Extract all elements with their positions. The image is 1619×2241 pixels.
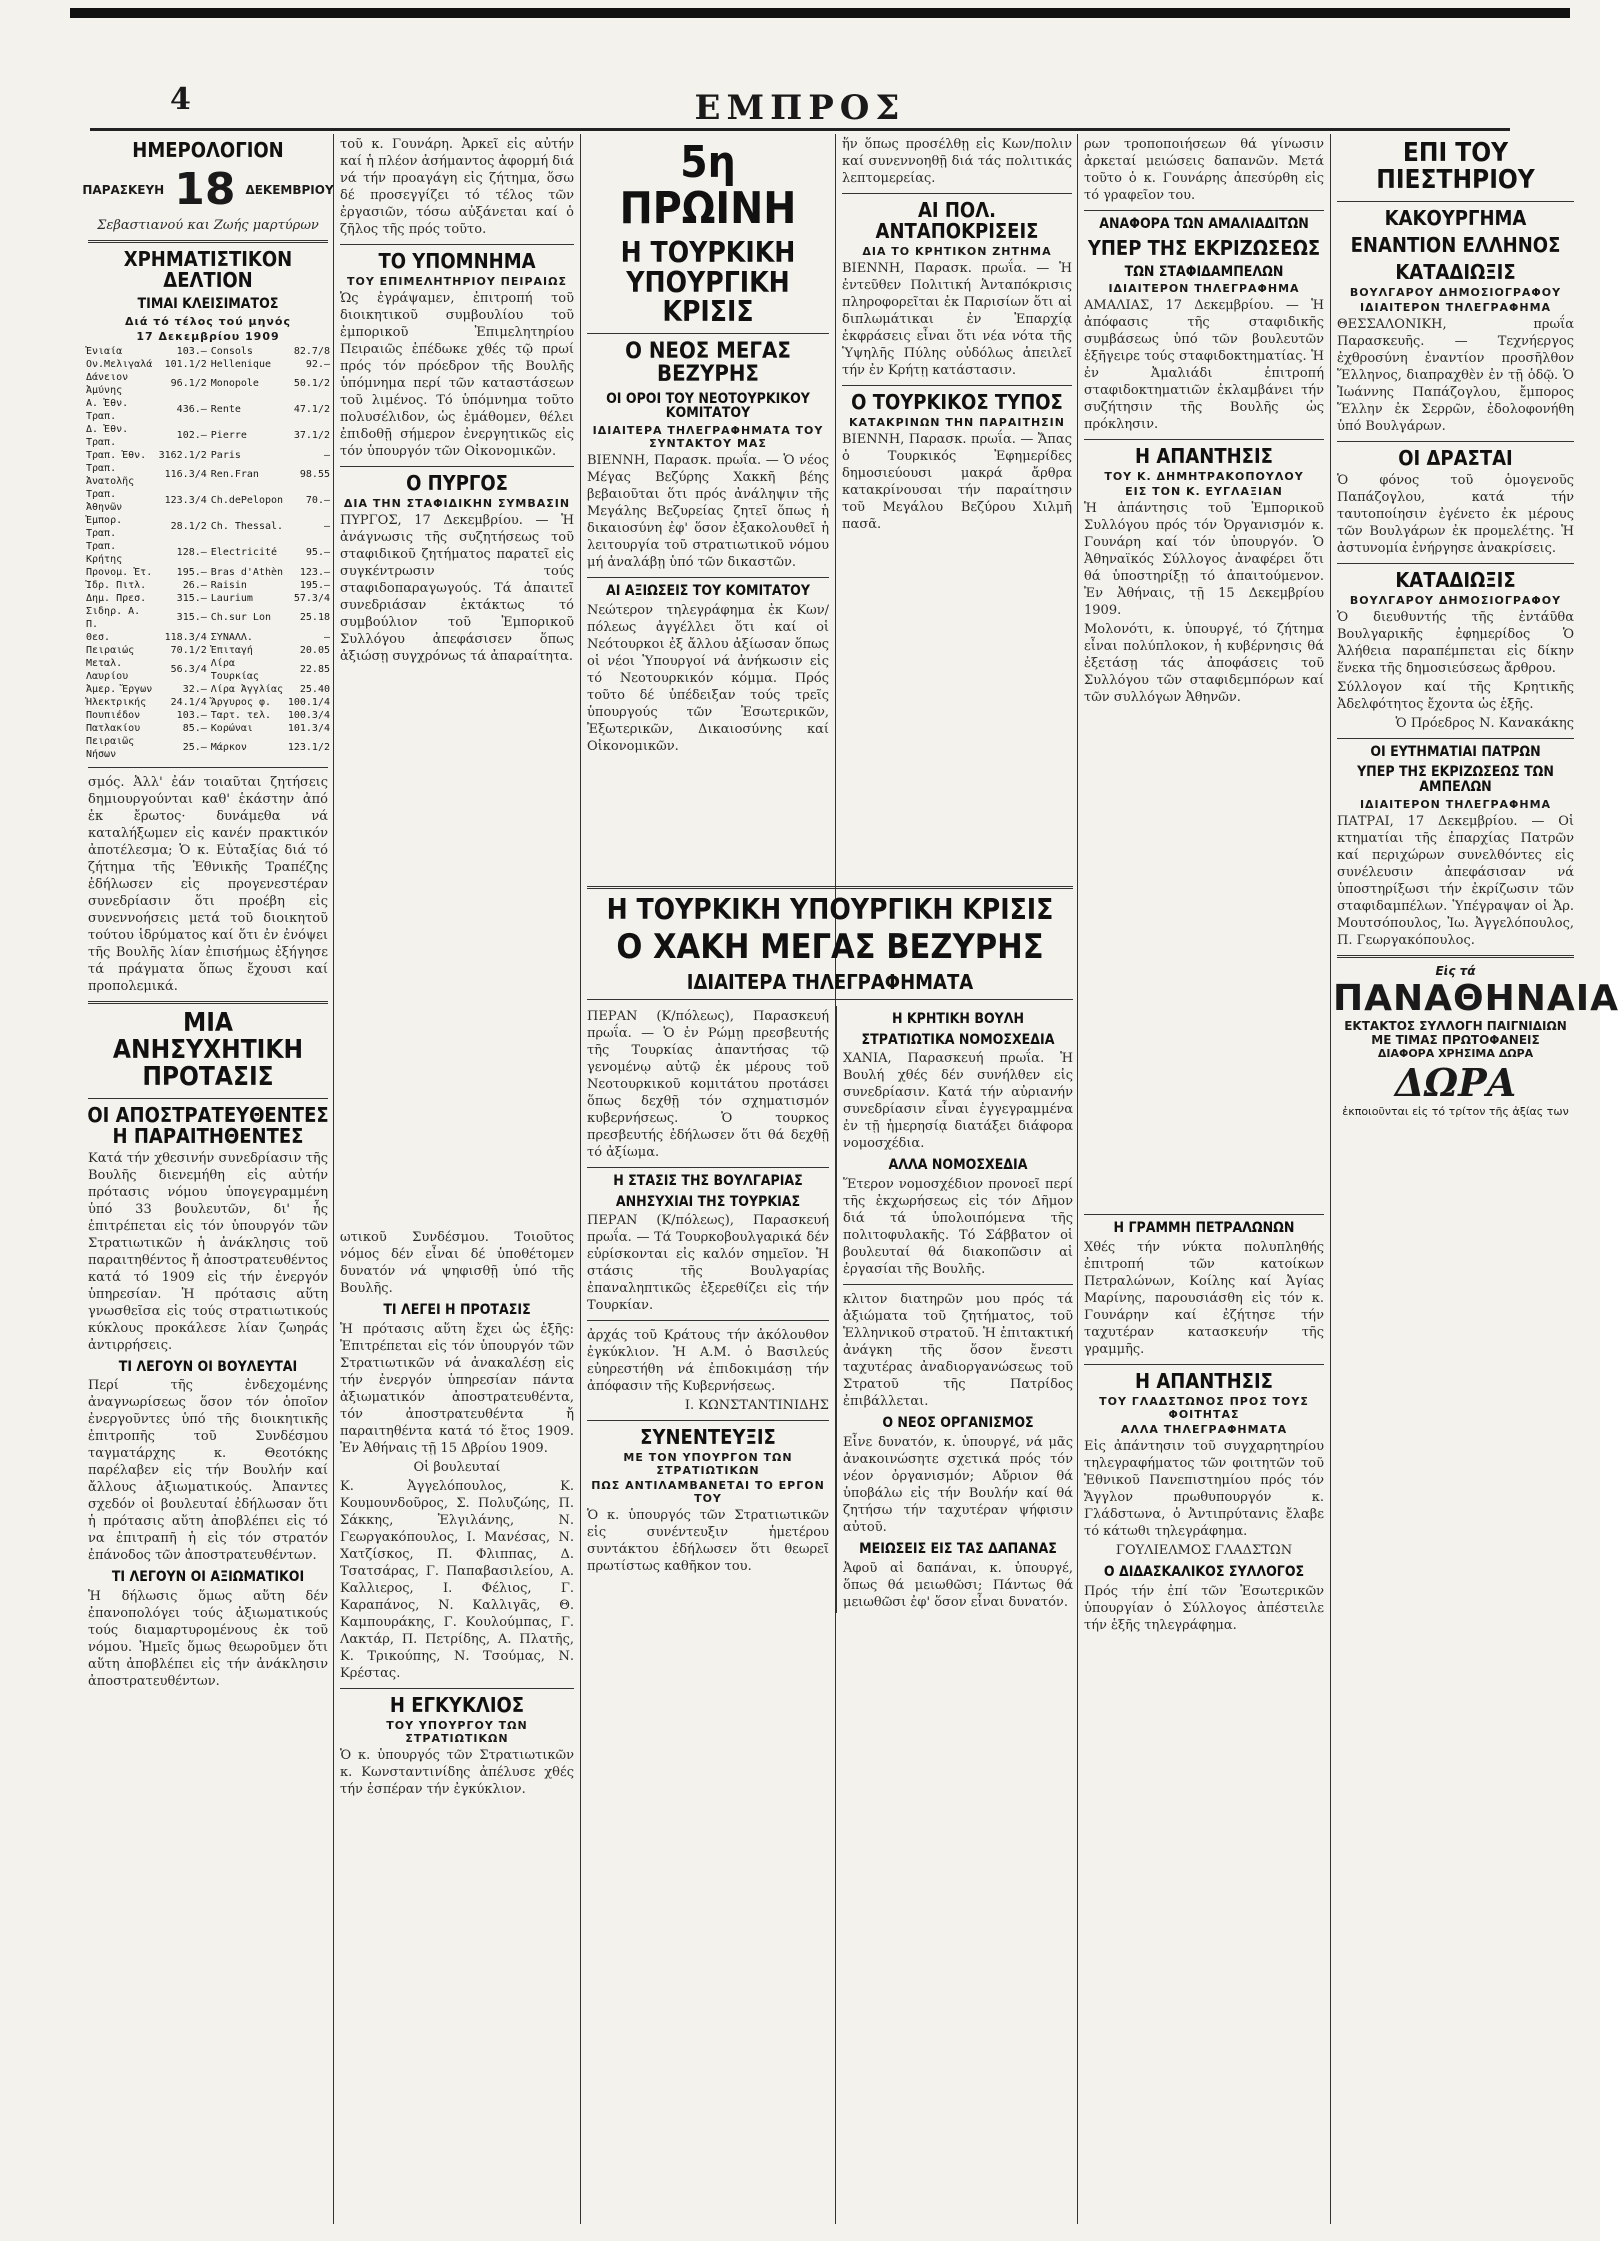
signatories-title: Οἱ βουλευταί bbox=[413, 1459, 501, 1475]
market-label: Ren.Fran bbox=[210, 469, 259, 481]
market-label: Τραπ. Ἀθηνῶν bbox=[86, 488, 123, 513]
article-subheadline-2: ΠΩΣ ΑΝΤΙΛΑΜΒΑΝΕΤΑΙ ΤΟ ΕΡΓΟΝ ΤΟΥ bbox=[591, 1479, 825, 1506]
market-label: Ἐνιαία bbox=[86, 345, 123, 357]
article-subheadline: ΥΠΕΡ ΤΗΣ ΕΚΡΙΖΩΣΕΩΣ ΤΩΝ ΑΜΠΕΛΩΝ bbox=[1357, 764, 1554, 795]
market-value: 57.3/4 bbox=[293, 592, 330, 604]
column-6 bbox=[1333, 134, 1619, 2224]
market-value: — bbox=[323, 449, 330, 461]
article-subheadline-2: ΤΩΝ ΣΤΑΦΙΔΑΜΠΕΛΩΝ bbox=[1124, 263, 1284, 280]
article-subheadline: ΜΕ ΤΟΝ ΥΠΟΥΡΓΟΝ ΤΩΝ ΣΤΡΑΤΙΩΤΙΚΩΝ bbox=[623, 1451, 793, 1478]
article-text: ΘΕΣΣΑΛΟΝΙΚΗ, πρωΐα Παρασκευῆς. — Τεχνήεργος ἐχθροσύνη ἐναντίον προσῆλθον Ἕλληνος, διαπραχθὲν ἐν τῇ ὁδῷ. Ὁ Ἰωάννης Παπάζογλου, ἔμπορος Ἕλλην ἐκ Σερρῶν, ἐδολοφονήθη ὑπό Βουλγάρων. bbox=[1337, 316, 1574, 434]
section-heading: ΤΙ ΛΕΓΟΥΝ ΟΙ ΒΟΥΛΕΥΤΑΙ bbox=[118, 1358, 298, 1375]
market-value: 103.— bbox=[176, 345, 207, 357]
market-value: 22.85 bbox=[299, 664, 330, 676]
market-label: Πουπιέδον bbox=[86, 709, 141, 721]
article-text: Κατά τήν χθεσινήν συνεδρίασιν τῆς Βουλῆς διενεμήθη εἰς αὐτήν πρότασις νόμου ὑπογεγραμμένη ὑπό 33 βουλευτῶν, δι' ἧς ἐπιτρέπεται εἰς τόν ὑπουργόν τῶν Στρατιωτικῶν ἡ ἀνάκλησις τοῦ παραιτηθέντος ἤ ἀποστρατευθέντος κατά τό 1909 εἰς τήν ἐνεργόν ὑπηρεσίαν. Ἡ πρότασις αὕτη γνωσθεῖσα εἰς τούς στρατιωτικούς κύκλους προκάλεσε λίαν ζωηράς ἀντιρρήσεις. bbox=[88, 1150, 328, 1353]
market-value: 118.3/4 bbox=[164, 631, 207, 643]
main-headline-2-sub2: ΙΔΙΑΙΤΕΡΑ ΤΗΛΕΓΡΑΦΗΜΑΤΑ bbox=[686, 970, 974, 995]
calendar-box bbox=[84, 140, 332, 234]
column-rule bbox=[333, 134, 334, 2224]
market-label: Ον.Μελιγαλά bbox=[86, 358, 153, 370]
article-text: ΠΥΡΓΟΣ, 17 Δεκεμβρίου. — Ἡ ἀνάγνωσις τῆς συζητήσεως τοῦ σταφιδικοῦ ζητήματος παρατεῖ εἰς συγκέντρωσιν τούς σταφιδοπαραγωγούς. Τά ἀπαιτεῖ συνεδριάσαν ἐκτάκτως τό συμβούλιον τοῦ Ἐμπορικοῦ Συλλόγου ἀπεφάσισεν ὅπως ἀξιώσῃ συγχρόνως τά ἀπαραίτητα. bbox=[340, 513, 574, 664]
section-heading: Η ΣΤΑΣΙΣ ΤΗΣ ΒΟΥΛΓΑΡΙΑΣ bbox=[613, 1173, 803, 1190]
article-text: ΒΙΕΝΝΗ, Παρασκ. πρωΐα. — Ἄπας ὁ Τουρκικός Ἐφημερίδες δημοσιεύουσι μακρά ἄρθρα κατακρίνουσαι τήν παραίτησιν τοῦ Μεγάλου Βεζύρου Χιλμῆ πασᾶ. bbox=[842, 432, 1072, 532]
market-label: Τραπ. Ἀνατολῆς bbox=[86, 462, 135, 487]
market-row bbox=[84, 735, 332, 761]
top-rule bbox=[70, 8, 1570, 18]
article-headline: Η ΕΓΚΥΚΛΙΟΣ bbox=[389, 1692, 525, 1717]
signer: Ι. ΚΩΝΣΤΑΝΤΙΝΙΔΗΣ bbox=[684, 1398, 829, 1414]
article-text: Σύλλογον καί τῆς Κρητικῆς Ἀδελφότητος ἔχοντα ὡς ἑξῆς. bbox=[1337, 679, 1574, 712]
market-value: 116.3/4 bbox=[164, 469, 207, 481]
article-subheadline-3: ΚΑΤΑΔΙΩΞΙΣ bbox=[1395, 259, 1516, 284]
article-subheadline: ΤΟΥ ΕΠΙΜΕΛΗΤΗΡΙΟΥ ΠΕΙΡΑΙΩΣ bbox=[347, 275, 567, 288]
article-subheadline: ΔΙΑ ΤΗΝ ΣΤΑΦΙΔΙΚΗΝ ΣΥΜΒΑΣΙΝ bbox=[343, 497, 571, 510]
ad-subtitle-3: ΔΙΑΦΟΡΑ ΧΡΗΣΙΜΑ ΔΩΡΑ bbox=[1377, 1046, 1534, 1060]
article-text: Εἰς ἀπάντησιν τοῦ συγχαρητηρίου τηλεγραφήματος τῶν φοιτητῶν τοῦ Ἐθνικοῦ Πανεπιστημίου πρός τόν Ἄγγλον πρωθυπουργόν κ. Γλάδστωνα, ὁ Ἀντιπρύτανις ἔλαβε τό κάτωθι τηλεγράφημα. bbox=[1084, 1439, 1324, 1540]
masthead: ΕΜΠΡΟΣ bbox=[694, 88, 906, 128]
article-text: κλιτον διατηρῶν μου πρός τά ἀξιώματα τοῦ ζητήματος, τοῦ Ἑλληνικοῦ στρατοῦ. Ἡ ἐπιτακτική ἀνάγκη τῆς ὅσον ἔνεστι ταχυτέρας ἀναδιοργανώσεως τοῦ Στρατοῦ τῆς Πατρίδος ἐπιβάλλεται. bbox=[843, 1292, 1073, 1410]
market-label: Πειραιῶς Νήσων bbox=[86, 735, 135, 760]
market-label: Ch. Thessal. bbox=[210, 521, 284, 533]
market-value: 24.1/4 bbox=[170, 696, 207, 708]
day-name: ΠΑΡΑΣΚΕΥΗ bbox=[82, 182, 165, 197]
market-row bbox=[84, 631, 332, 644]
column-1 bbox=[84, 134, 332, 2224]
market-label: Δ. Ἐθν. Τραπ. bbox=[86, 423, 129, 448]
article-headline: Η ΓΡΑΜΜΗ ΠΕΤΡΑΛΩΝΩΝ bbox=[1113, 1220, 1295, 1237]
market-label: Ἰδρ. Πιτλ. bbox=[86, 579, 147, 591]
article-text: Πρός τήν ἐπί τῶν Ἐσωτερικῶν ὑπουργίαν ὁ Σύλλογος ἀπέστειλε τήν ἑξῆς τηλεγράφημα. bbox=[1084, 1583, 1324, 1633]
market-label: Ἠλεκτρικής bbox=[86, 696, 147, 708]
market-subtitle: ΤΙΜΑΙ ΚΛΕΙΣΙΜΑΤΟΣ bbox=[137, 296, 279, 312]
market-row bbox=[84, 683, 332, 696]
article-text: ρων τροποποιήσεων θά γίνωσιν ἀρκεταί μειώσεις δαπανῶν. Μετά τοῦτο ὁ κ. Γουνάρης ἀπεσύρθη εἰς τό γραφεῖον του. bbox=[1084, 137, 1324, 203]
market-label: Ch.dePelopon bbox=[210, 495, 284, 507]
article-subheadline-2: ΑΛΛΑ ΤΗΛΕΓΡΑΦΗΜΑΤΑ bbox=[1120, 1423, 1288, 1437]
market-label: Λίρα Ἀγγλίας bbox=[210, 683, 284, 695]
market-label: Λίρα Τουρκίας bbox=[210, 657, 259, 682]
market-row bbox=[84, 488, 332, 514]
market-value: 101.3/4 bbox=[287, 722, 330, 734]
market-value: 195.— bbox=[299, 579, 330, 591]
section-heading: ΑΛΛΑ ΝΟΜΟΣΧΕΔΙΑ bbox=[888, 1157, 1028, 1174]
signatories-list: Κ. Ἀγγελόπουλος, Κ. Κουμουνδοῦρος, Σ. Πολυζώης, Π. Σάκκης, Ἐλγιλάνης, Ν. Γεωργακόπουλος, Ι. Μανέσας, Ν. Χατζίσκος, Π. Φλιππας, Δ. Τσατσάρας, Γ. Παπαβασιλείου, Α. Καλλιερος, Ι. Φέλιος, Γ. Καραπάνος, Ν. Καλλιγᾶς, Θ. Καμπουράκης, Γ. Κουλούμπας, Γ. Λακτάρ, Π. Πετρίδης, Α. Πλατῆς, Κ. Τρικούπης, Ν. Τσούμας, Ν. Κρέστας. bbox=[340, 1478, 574, 1681]
market-label: Κορώναι bbox=[210, 722, 253, 734]
article-headline: ΑΙ ΠΟΛ. ΑΝΤΑΠΟΚΡΙΣΕΙΣ bbox=[875, 198, 1039, 243]
market-label: Rente bbox=[210, 404, 241, 416]
market-label: Ἐπιταγή bbox=[210, 644, 253, 656]
article-text: ΒΙΕΝΝΗ, Παρασκ. πρωΐα. — Ὁ νέος Μέγας Βεζύρης Χακκῆ βέης βεβαιοῦται ὅτι πρός ἀνάληψιν τῆς Μεγάλης Βεζυρείας ζητεῖ ὅπως ἡ δικαιοσύνη ἐφ' ὅσον ἐξακολουθεῖ ἡ λειτουργία τοῦ στρατιωτικοῦ νόμου μή ἀναλάβῃ ὑπό τῶν δικαστῶν. bbox=[587, 453, 829, 571]
market-row bbox=[84, 423, 332, 449]
market-label: Πατλακίου bbox=[86, 722, 141, 734]
market-row bbox=[84, 566, 332, 579]
article-text: Ἀφοῦ αἱ δαπάναι, κ. ὑπουργέ, ὅπως θά μειωθῶσι; Πάντως θά μειωθῶσι ἐφ' ὅσον εἶναι δυνατόν. bbox=[843, 1560, 1073, 1610]
article-text: Ὁ κ. ὑπουργός τῶν Στρατιωτικῶν κ. Κωνσταντινίδης ἀπέλυσε χθές τήν ἑσπέραν τήν ἐγκύκλιον. bbox=[340, 1747, 574, 1797]
market-label: Σιδηρ. Α. Π. bbox=[86, 605, 141, 630]
article-subheadline-2: ΕΙΣ ΤΟΝ Κ. ΕΥΓΛΑΞΙΑΝ bbox=[1125, 485, 1283, 499]
market-date: 17 Δεκεμβρίου 1909 bbox=[136, 329, 280, 343]
market-value: 56.3/4 bbox=[170, 664, 207, 676]
main-subheadline: Ο ΝΕΟΣ ΜΕΓΑΣ ΒΕΖΥΡΗΣ bbox=[625, 338, 791, 387]
market-value: 37.1/2 bbox=[293, 430, 330, 442]
article-text: Ἕτερον νομοσχέδιον προνοεῖ περί τῆς ἐκχωρήσεως εἰς τόν Δῆμον διά τά ὑπολοιπόμενα τῆς πολιτοφυλακῆς. Τό Σάββατον οἱ βουλευταί θά διακοπῶσιν αἱ ἐργασίαι τῆς Βουλῆς. bbox=[843, 1177, 1073, 1278]
article-subheadline: ΔΙΑ ΤΟ ΚΡΗΤΙΚΟΝ ΖΗΤΗΜΑ bbox=[862, 245, 1052, 258]
market-label: Πειραιώς bbox=[86, 644, 135, 656]
market-value: 25.40 bbox=[299, 683, 330, 695]
advertisement bbox=[1333, 963, 1619, 1118]
market-value: 315.— bbox=[176, 592, 207, 604]
market-value: 32.— bbox=[182, 683, 207, 695]
article-subheadline-3: ΙΔΙΑΙΤΕΡΟΝ ΤΗΛΕΓΡΑΦΗΜΑ bbox=[1108, 282, 1300, 296]
saints-of-day: Σεβαστιανού και Ζωής μαρτύρων bbox=[97, 218, 319, 233]
article-headline: Η ΑΠΑΝΤΗΣΙΣ bbox=[1135, 444, 1273, 469]
market-row bbox=[84, 605, 332, 631]
article-subheadline: ΟΙ ΑΠΟΣΤΡΑΤΕΥΘΕΝΤΕΣ Η ΠΑΡΑΙΤΗΘΕΝΤΕΣ bbox=[87, 1102, 329, 1148]
column-rule bbox=[580, 134, 581, 2224]
main-subheadline-3: ΙΔΙΑΙΤΕΡΑ ΤΗΛΕΓΡΑΦΗΜΑΤΑ ΤΟΥ ΣΥΝΤΑΚΤΟΥ ΜΑΣ bbox=[592, 424, 824, 451]
article-text: ΧΑΝΙΑ, Παρασκευή πρωΐα. Ἡ Βουλή χθές δέν συνήλθεν εἰς συνεδρίασιν. Κατά τήν αὐριανήν συνεδρίασιν εἶναι ἐγγεγραμμένα ἐν τῇ ἡμερησίᾳ διατάξει διάφορα νομοσχέδια. bbox=[843, 1051, 1073, 1152]
market-value: 47.1/2 bbox=[293, 404, 330, 416]
section-heading: ΑΙ ΑΞΙΩΣΕΙΣ ΤΟΥ ΚΟΜΙΤΑΤΟΥ bbox=[605, 583, 811, 600]
market-label: Τραπ. Ἐθν. bbox=[86, 449, 147, 461]
market-label: ΣΥΝΑΛΛ. bbox=[210, 631, 253, 643]
main-subheadline-2: ΟΙ ΟΡΟΙ ΤΟΥ ΝΕΟΤΟΥΡΚΙΚΟΥ ΚΟΜΙΤΑΤΟΥ bbox=[606, 390, 810, 422]
market-row bbox=[84, 345, 332, 358]
article-text: Ὁ κ. ὑπουργός τῶν Στρατιωτικῶν εἰς συνέντευξιν ἡμετέρου συντάκτου ἐδήλωσεν ὅτι θεωρεῖ πρωτίστως καθῆκον του. bbox=[587, 1508, 829, 1575]
article-subheadline-2: ΙΔΙΑΙΤΕΡΟΝ ΤΗΛΕΓΡΑΦΗΜΑ bbox=[1359, 797, 1552, 811]
ad-footer: ἐκποιοῦνται εἰς τό τρίτον τῆς ἀξίας των bbox=[1342, 1104, 1569, 1118]
calendar-title: ΗΜΕΡΟΛΟΓΙΟΝ bbox=[132, 138, 284, 162]
section-heading: Ο ΔΙΔΑΣΚΑΛΙΚΟΣ ΣΥΛΛΟΓΟΣ bbox=[1103, 1564, 1305, 1581]
market-row bbox=[84, 722, 332, 735]
market-value: 82.7/8 bbox=[293, 345, 330, 357]
market-label: Α. Ἐθν. Τραπ. bbox=[86, 397, 129, 422]
market-value: 128.— bbox=[176, 547, 207, 559]
market-value: 436.— bbox=[176, 404, 207, 416]
market-row bbox=[84, 514, 332, 540]
market-value: 123.1/2 bbox=[287, 742, 330, 754]
market-label: Ch.sur Lon bbox=[210, 612, 271, 624]
article-subheadline: ΥΠΕΡ ΤΗΣ ΕΚΡΙΖΩΣΕΩΣ bbox=[1087, 235, 1321, 260]
section-subheading: ΣΤΡΑΤΙΩΤΙΚΑ ΝΟΜΟΣΧΕΔΙΑ bbox=[861, 1031, 1055, 1048]
section-heading: ΜΕΙΩΣΕΙΣ ΕΙΣ ΤΑΣ ΔΑΠΑΝΑΣ bbox=[859, 1540, 1057, 1557]
section-heading: Ο ΝΕΟΣ ΟΡΓΑΝΙΣΜΟΣ bbox=[882, 1415, 1034, 1432]
market-label: Ἐμπορ. Τραπ. bbox=[86, 514, 123, 539]
article-subheadline-2: ΕΝΑΝΤΙΟΝ ΕΛΛΗΝΟΣ bbox=[1350, 232, 1561, 257]
article-text: τοῦ κ. Γουνάρη. Ἀρκεῖ εἰς αὐτήν καί ἡ πλέον ἀσήμαντος ἀφορμή διά νά τήν προαγάγη εἰς ζήτημα, ὅσω δέ προσεγγίζει τό τέλος τῶν ἐργασιῶν, τόσω αὐξάνεται καί ὁ ζῆλος τῆς πρός τοῦτο. bbox=[340, 137, 574, 237]
article-headline: Η ΑΠΑΝΤΗΣΙΣ bbox=[1135, 1369, 1273, 1394]
ad-subtitle: ΕΚΤΑΚΤΟΣ ΣΥΛΛΟΓΗ ΠΑΙΓΝΙΔΙΩΝ bbox=[1344, 1018, 1567, 1033]
market-label: Hellenique bbox=[210, 358, 271, 370]
market-value: 26.— bbox=[182, 579, 207, 591]
article-text: Ὡς ἐγράψαμεν, ἐπιτροπή τοῦ διοικητικοῦ συμβουλίου τοῦ ἐμπορικοῦ Ἐπιμελητηρίου Πειραιῶς ἐπέδωκε χθές τῷ πρωί πρός τόν πρόεδρον τῆς Βουλῆς ὑπόμνημα περί τῶν καταστάσεων τοῦ λιμένος. Τό ὑπόμνημα τοῦτο πολυσέλιδον, ὡς ἐμάθομεν, θέλει ἐπιδοθῇ σήμερον ἐνεργητικῶς εἰς τόν ὑπουργόν τῶν Οἰκονομικῶν. bbox=[340, 291, 574, 459]
market-label: Ἀμερ. Ἔργων bbox=[86, 683, 153, 695]
market-row bbox=[84, 358, 332, 371]
market-label: Μεταλ. Λαυρίου bbox=[86, 657, 129, 682]
article-headline: Ο ΤΟΥΡΚΙΚΟΣ ΤΥΠΟΣ bbox=[851, 390, 1063, 414]
market-label: Monopole bbox=[210, 378, 259, 390]
market-label: Δημ. Πρεσ. bbox=[86, 592, 147, 604]
ad-lead: Εἰς τά bbox=[1435, 963, 1476, 978]
edition-banner: 5η ΠΡΩΙΝΗ bbox=[619, 137, 797, 235]
market-value: — bbox=[323, 631, 330, 643]
market-value: 103.— bbox=[176, 709, 207, 721]
market-label: Τραπ. Κρήτης bbox=[86, 540, 123, 565]
market-label: Μάρκον bbox=[210, 742, 247, 754]
header-rule bbox=[90, 128, 1510, 131]
ad-title: ΠΑΝΑΘΗΝΑΙΑ bbox=[1333, 977, 1619, 1019]
article-text: ΒΙΕΝΝΗ, Παρασκ. πρωΐα. — Ἡ ἐντεῦθεν Πολιτική Ἀνταπόκρισις πληροφορεῖται ἐκ Παρισίων ὅτι αἱ διπλωμάτικαι ἐν Ἐπαρχίᾳ ἐκφράσεις εἶναι ὅτι νέα νότα τῆς Ὑψηλῆς Πύλης οὐδόλως ἀπειλεῖ τήν ἐν Κρήτῃ κατάστασιν. bbox=[842, 261, 1072, 378]
market-value: 195.— bbox=[176, 566, 207, 578]
article-text: Εἶνε δυνατόν, κ. ὑπουργέ, νά μᾶς ἀνακοινώσητε σχετικά πρός τόν νέον ὀργανισμόν; Αὔριον θά ὑποβάλω εἰς τήν Βουλήν καί θά ζητήσω τήν ταχυτέραν ψήφισιν αὐτοῦ. bbox=[843, 1434, 1073, 1535]
market-row bbox=[84, 657, 332, 683]
market-value: 50.1/2 bbox=[293, 378, 330, 390]
market-row bbox=[84, 462, 332, 488]
market-label: Θεσ. bbox=[86, 631, 111, 643]
market-value: 98.55 bbox=[299, 469, 330, 481]
column-5 bbox=[1080, 134, 1328, 2224]
article-text: ἥν ὅπως προσέλθῃ εἰς Κων/πολιν καί συνεννοηθῇ διά τάς πολιτικάς λεπτομερείας. bbox=[842, 137, 1072, 186]
market-row bbox=[84, 449, 332, 462]
market-subtitle-2: Διά τό τέλος τού μηνός bbox=[125, 314, 291, 328]
section-subheading: ΒΟΥΛΓΑΡΟΥ ΔΗΜΟΣΙΟΓΡΑΦΟΥ bbox=[1349, 593, 1562, 607]
market-value: 123.3/4 bbox=[164, 495, 207, 507]
section-subheading: ΑΝΗΣΥΧΙΑΙ ΤΗΣ ΤΟΥΡΚΙΑΣ bbox=[615, 1193, 801, 1210]
article-text: Χθές τήν νύκτα πολυπληθής ἐπιτροπή τῶν κατοίκων Πετραλώνων, Κοίλης καί Ἀγίας Μαρίνης, παρουσιάσθη εἰς τόν κ. Γουνάρην καί ἐζήτησε τήν ταχυτέραν κατασκευήν τῆς γραμμῆς. bbox=[1084, 1240, 1324, 1358]
column-rule bbox=[1077, 134, 1078, 2224]
column-rule bbox=[1330, 134, 1331, 2224]
article-text: ΠΕΡΑΝ (Κ/πόλεως), Παρασκευή πρωΐα. — Τά Τουρκοβουλγαρικά δέν εὑρίσκονται εἰς καλόν σημεῖον. Ἡ στάσις τῆς Βουλγαρίας ἐπαναληπτικῶς ἐξερεθίζει εἰς τήν Τουρκίαν. bbox=[587, 1213, 829, 1314]
market-value: 3162.1/2 bbox=[158, 449, 207, 461]
article-text: Νεώτερον τηλεγράφημα ἐκ Κων/πόλεως ἀγγέλλει ὅτι καί οἱ Νεότουρκοι ἐξ ἄλλου ἀξίωσαν ὅπως οἱ νέοι Ὑπουργοί νά ἀνήκωσιν εἰς τό Νεοτουρκικόν κόμμα. Πρός τοῦτο δέ ὑπέδειξαν τούς τρεῖς ὑπουργούς τῶν Ἐσωτερικῶν, Ἐξωτερικῶν, Δικαιοσύνης καί Οἰκονομικῶν. bbox=[587, 602, 829, 754]
article-text: ΠΕΡΑΝ (Κ/πόλεως), Παρασκευή πρωΐα. — Ὁ ἐν Ρώμῃ πρεσβευτής τῆς Τουρκίας ἀπαντήσας τῷ γενομένῳ αὐτῷ ἐκ μέρους τοῦ Νεοτουρκικοῦ κομιτάτου προτάσει ὅπως δεχθῇ τόν σχηματισμόν κυβερνήσεως. Ὁ τουρκος πρεσβευτής ἐδήλωσεν ὅτι θά δεχθῇ τό ἀξίωμα. bbox=[587, 1009, 829, 1161]
market-label: Paris bbox=[210, 449, 241, 461]
article-text: Περί τῆς ἐνδεχομένης ἀναγνωρίσεως ὅσον τόν ὁποῖον ἐνεργοῦντες ὑπό τῆς διοικητικῆς ἐπιτροπῆς τοῦ Συνδέσμου ταγματάρχης κ. Θεοτόκης παρέλαβεν εἰς τήν Βουλήν καί ἄλλους ἀξιωματικούς. Ἀπαντες σχεδόν οἱ βουλευταί ἐδήλωσαν ὅτι ἡ πρότασις αὕτη ἀποβλέπει εἰς τό να ἐπιτραπῆ ἡ εἰς τόν στρατόν ἐπάνοδος τῶν ἀποστρατευθέντων. bbox=[88, 1378, 328, 1564]
article-text: Ὁ διευθυντής τῆς ἐντάῦθα Βουλγαρικῆς ἐφημερίδος Ὁ Ἀλήθεια παραπέμπεται εἰς δίκην ἕνεκα τῆς δημοσιεύσεως ἄρθρου. bbox=[1337, 609, 1574, 676]
article-text: ΠΑΤΡΑΙ, 17 Δεκεμβρίου. — Οἱ κτηματίαι τῆς ἐπαρχίας Πατρῶν καί περιχώρων συνελθόντες εἰς συνέλευσιν ἀπεφάσισαν νά ὑποστηρίξωσι τήν ἐκρίζωσιν τῶν σταφιδαμπέλων. Ὑπέγραψαν οἱ Ἀρ. Μουτσόπουλος, Ἰω. Ἀγγελόπουλος, Π. Γεωργακόπουλος. bbox=[1337, 813, 1574, 948]
market-row bbox=[84, 592, 332, 605]
market-label: Προνομ. Ἐτ. bbox=[86, 566, 153, 578]
column-2 bbox=[336, 134, 578, 2224]
article-text: ΑΜΑΛΙΑΣ, 17 Δεκεμβρίου. — Ἡ ἀπόφασις τῆς σταφιδικῆς συμβάσεως ὑπό τῶν βουλευτῶν ἐξῆγειρε τούς σταφιδοκτηματίας. Ἡ ἐν Ἀμαλιάδι ἐπιτροπή σταφιδοκτηματιῶν ἐκλαμβάνει τήν συζήτησιν τῆς Βουλῆς ὡς πρόκλησιν. bbox=[1084, 298, 1324, 433]
market-title: ΧΡΗΜΑΤΙΣΤΙΚΟΝ ΔΕΛΤΙΟΝ bbox=[123, 247, 293, 292]
market-label: Consols bbox=[210, 345, 253, 357]
article-headline: ΤΟ ΥΠΟΜΝΗΜΑ bbox=[378, 249, 536, 273]
market-value: 85.— bbox=[182, 722, 207, 734]
market-row bbox=[84, 371, 332, 397]
article-text: Ἡ δήλωσις ὅμως αὕτη δέν ἐπανοπολόγει τούς ἀξιωματικούς τούς διαμαρτυρομένους ἐκ τοῦ νόμου. Ἡμεῖς ὅμως θεωροῦμεν ὅτι αὕτη ἀποβλέπει εἰς τήν ἀνάκλησιν ἀποστρατευθέντων. bbox=[88, 1588, 328, 1689]
day-number: 18 bbox=[174, 164, 236, 215]
market-value: 100.3/4 bbox=[287, 709, 330, 721]
article-headline: ΣΥΝΕΝΤΕΥΞΙΣ bbox=[640, 1425, 776, 1450]
article-headline: Ο ΠΥΡΓΟΣ bbox=[406, 471, 508, 495]
market-row bbox=[84, 709, 332, 722]
market-value: 315.— bbox=[176, 612, 207, 624]
market-row bbox=[84, 696, 332, 709]
market-value: 95.— bbox=[305, 547, 330, 559]
market-value: — bbox=[323, 521, 330, 533]
article-headline: ΟΙ ΕΥΤΗΜΑΤΙΑΙ ΠΑΤΡΩΝ bbox=[1370, 743, 1541, 760]
market-row bbox=[84, 540, 332, 566]
market-label: Laurium bbox=[210, 592, 253, 604]
market-label: Raisin bbox=[210, 579, 247, 591]
article-headline: ΕΠΙ ΤΟΥ ΠΙΕΣΤΗΡΙΟΥ bbox=[1376, 138, 1535, 196]
article-subheadline-5: ΙΔΙΑΙΤΕΡΟΝ ΤΗΛΕΓΡΑΦΗΜΑ bbox=[1359, 300, 1552, 314]
market-value: 96.1/2 bbox=[170, 378, 207, 390]
article-subheadline: ΤΟΥ ΥΠΟΥΡΓΟΥ ΤΩΝ ΣΤΡΑΤΙΩΤΙΚΩΝ bbox=[386, 1718, 528, 1745]
article-headline: ΑΝΑΦΟΡΑ ΤΩΝ ΑΜΑΛΙΑΔΙΤΩΝ bbox=[1099, 216, 1309, 232]
market-value: 92.— bbox=[305, 358, 330, 370]
article-text: Ἡ πρότασις αὕτη ἔχει ὡς ἑξῆς: Ἐπιτρέπεται εἰς τόν ὑπουργόν τῶν Στρατιωτικῶν νά ἀνακαλέσῃ εἰς τήν ἐνεργόν ὑπηρεσίαν πάντα ἀξιωματικόν ἀποστρατευθέντα, τόν ἀποστρατευθέντα ἤ παραιτηθέντα κατά τό ἔτος 1909. Ἐν Ἀθήναις τῇ 15 Δβρίου 1909. bbox=[340, 1321, 574, 1456]
market-value: 101.1/2 bbox=[164, 358, 207, 370]
article-text: σμός. Ἀλλ' ἐάν τοιαῦται ζητήσεις δημιουργούνται καθ' ἑκάστην ἀπό ἐκ ἔρωτος· δυνάμεθα νά καταλήξωμεν εἰς κανέν πρακτικόν ἀποτέλεσμα; Ὁ κ. Εὐταξίας διά τό ζήτημα τῆς Ἐθνικῆς Τραπέζης ἐδήλωσεν εἰς προγενεστέραν συνεδρίασιν ὅτι προέβη εἰς συνεννοήσεις μετά τοῦ διοικητοῦ τούτου ἱδρύματος καί ὅτι ἐν ἐνόψει τῆς Βουλῆς λίαν ἐπισήμως ἐξήγησε τά πράγματα ὅπως ἔχουσι καί προπολεμικά. bbox=[88, 774, 328, 994]
ad-word: ΔΩΡΑ bbox=[1394, 1059, 1517, 1105]
signer: ΓΟΥΛΙΕΛΜΟΣ ΓΛΑΔΣΤΩΝ bbox=[1115, 1543, 1293, 1559]
market-value: 102.— bbox=[176, 430, 207, 442]
article-text: ἀρχάς τοῦ Κράτους τήν ἀκόλουθον ἐγκύκλιον. Ἡ Α.Μ. ὁ Βασιλεύς εὐηρεστήθη νά ἐπιδοκιμάσῃ τήν ἀπόφασιν τῆς Κυβερνήσεως. bbox=[587, 1328, 829, 1395]
section-heading: ΚΑΤΑΔΙΩΞΙΣ bbox=[1395, 567, 1516, 592]
market-row bbox=[84, 579, 332, 592]
article-headline: ΜΙΑ ΑΝΗΣΥΧΗΤΙΚΗ ΠΡΟΤΑΣΙΣ bbox=[112, 1007, 304, 1093]
main-headline-2: Η ΤΟΥΡΚΙΚΗ ΥΠΟΥΡΓΙΚΗ ΚΡΙΣΙΣ bbox=[606, 893, 1054, 926]
article-text: Μολονότι, κ. ὑπουργέ, τό ζήτημα εἶναι πολύπλοκον, ἡ κυβέρνησις θά ἐξετάσῃ τάς ἀποφάσεις τοῦ Συλλόγου τῶν σταφιδεμπόρων καί τῶν συλλόγων Ἀθηνῶν. bbox=[1084, 622, 1324, 706]
wide-block bbox=[583, 880, 1077, 2220]
market-table bbox=[84, 345, 332, 761]
market-value: 70.1/2 bbox=[170, 644, 207, 656]
section-heading: ΤΙ ΛΕΓΕΙ Η ΠΡΟΤΑΣΙΣ bbox=[383, 1302, 531, 1318]
section-heading: ΟΙ ΔΡΑΣΤΑΙ bbox=[1398, 445, 1513, 470]
market-label: Ταρτ. τελ. bbox=[210, 709, 271, 721]
market-value: 123.— bbox=[299, 566, 330, 578]
main-headline: Η ΤΟΥΡΚΙΚΗ ΥΠΟΥΡΓΙΚΗ ΚΡΙΣΙΣ bbox=[620, 236, 796, 329]
article-subheadline: ΤΟΥ ΓΛΑΔΣΤΩΝΟΣ ΠΡΟΣ ΤΟΥΣ ΦΟΙΤΗΤΑΣ bbox=[1099, 1395, 1309, 1422]
market-label: Electricité bbox=[210, 547, 278, 559]
article-subheadline: ΚΑΤΑΚΡΙΝΩΝ ΤΗΝ ΠΑΡΑΙΤΗΣΙΝ bbox=[849, 416, 1065, 429]
market-label: Bras d'Athèn bbox=[210, 566, 284, 578]
article-subheadline: ΤΟΥ Κ. ΔΗΜΗΤΡΑΚΟΠΟΥΛΟΥ bbox=[1104, 470, 1304, 484]
market-label: Δάνειον Ἀμύνης bbox=[86, 371, 129, 396]
market-value: 100.1/4 bbox=[287, 696, 330, 708]
signer: Ὁ Πρόεδρος Ν. Κανακάκης bbox=[1395, 715, 1574, 731]
article-subheadline-4: ΒΟΥΛΓΑΡΟΥ ΔΗΜΟΣΙΟΓΡΑΦΟΥ bbox=[1349, 285, 1562, 299]
market-value: 20.05 bbox=[299, 644, 330, 656]
market-row bbox=[84, 397, 332, 423]
market-value: 25.18 bbox=[299, 612, 330, 624]
market-label: Pierre bbox=[210, 430, 247, 442]
month-name: ΔΕΚΕΜΒΡΙΟΥ bbox=[245, 182, 334, 197]
article-text: Ὁ φόνος τοῦ ὁμογενοῦς Παπάζογλου, κατά τήν ταυτοποίησιν ἐγένετο ἐκ μέρους τῶν Βουλγάρων ἐκ προμελέτης. Ἡ ἀστυνομία ἐνήργησε ἀνακρίσεις. bbox=[1337, 472, 1574, 556]
article-text: ωτικοῦ Συνδέσμου. Τοιοῦτος νόμος δέν εἶναι δέ ὑποθέτομεν δυνατόν νά ψηφισθῇ ὑπό τῆς Βουλῆς. bbox=[340, 1230, 574, 1296]
section-heading: ΤΙ ΛΕΓΟΥΝ ΟΙ ΑΞΙΩΜΑΤΙΚΟΙ bbox=[111, 1569, 305, 1586]
market-row bbox=[84, 644, 332, 657]
section-heading: Η ΚΡΗΤΙΚΗ ΒΟΥΛΗ bbox=[891, 1011, 1025, 1028]
article-subheadline: ΚΑΚΟΥΡΓΗΜΑ bbox=[1384, 205, 1527, 230]
article-text: Ἡ ἀπάντησις τοῦ Ἐμπορικοῦ Συλλόγου πρός τόν Ὀργανισμόν κ. Γουνάρη καί τόν ὑπουργόν. Ὁ Ἀθηναϊκός Σύλλογος ἀναφέρει ὅτι θά ὑποστηρίξῃ τό ἀπαιτούμενον. Ἐν Ἀθήναις, τῇ 15 Δεκεμβρίου 1909. bbox=[1084, 501, 1324, 619]
page-number: 4 bbox=[170, 82, 191, 117]
market-label: Ἄργυρος φ. bbox=[210, 696, 271, 708]
main-headline-2-sub: Ο ΧΑΚΗ ΜΕΓΑΣ ΒΕΖΥΡΗΣ bbox=[616, 927, 1044, 968]
ad-subtitle-2: ΜΕ ΤΙΜΑΣ ΠΡΩΤΟΦΑΝΕΙΣ bbox=[1371, 1032, 1540, 1047]
market-value: 28.1/2 bbox=[170, 521, 207, 533]
market-value: 25.— bbox=[182, 742, 207, 754]
market-value: 70.— bbox=[305, 495, 330, 507]
